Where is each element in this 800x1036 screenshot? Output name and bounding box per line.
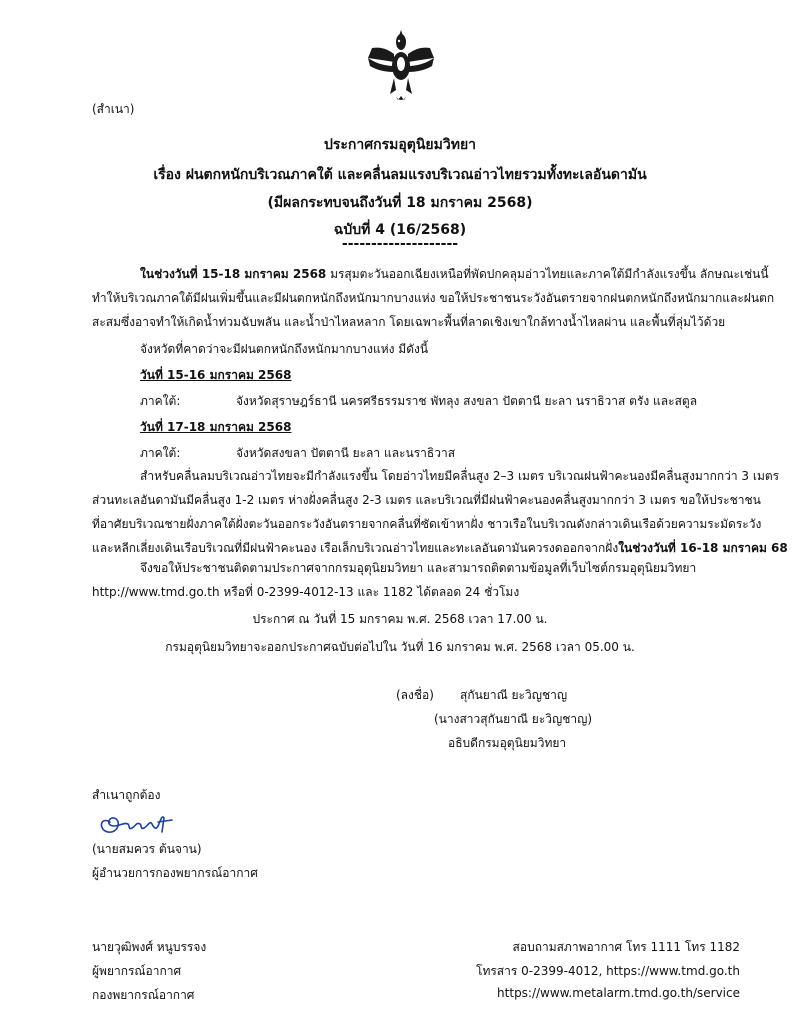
- intro-line1: มรสุมตะวันออกเฉียงเหนือที่พัดปกคลุมอ่าวไทยและภาคใต้มีกำลังแรงขึ้น ลักษณะเช่นนี้: [326, 267, 769, 281]
- forecaster-name: นายวุฒิพงศ์ หนูบรรจง: [92, 940, 207, 954]
- waves-line1: สำหรับคลื่นลมบริเวณอ่าวไทยจะมีกำลังแรงขึ้น โดยอ่าวไทยมีคลื่นสูง 2–3 เมตร บริเวณฝนฟ้าคะนองมีคลื่นสูงมากกว่า 3 เมตร: [140, 469, 780, 483]
- handwritten-signature: [96, 808, 176, 838]
- intro-lead: ในช่วงวันที่ 15-18 มกราคม 2568: [140, 267, 327, 281]
- waves-line2: ส่วนทะเลอันดามันมีคลื่นสูง 1-2 เมตร ห่างฝั่งคลื่นสูง 2-3 เมตร และบริเวณที่มีฝนฟ้าคะนองคลื่นสูงมากกว่า 3 เมตร ขอให้ประชาชน: [92, 493, 761, 507]
- copy-label: (สำเนา): [92, 102, 135, 116]
- contact-service-link[interactable]: https://www.metalarm.tmd.go.th/service: [497, 986, 740, 1000]
- signed-label: (ลงชื่อ): [396, 688, 434, 702]
- certified-position: ผู้อำนวยการกองพยากรณ์อากาศ: [92, 866, 258, 880]
- issue-number: ฉบับที่ 4 (16/2568): [333, 222, 467, 238]
- signatory-position: อธิบดีกรมอุตุนิยมวิทยา: [448, 736, 567, 750]
- follow-line1: จึงขอให้ประชาชนติดตามประกาศจากกรมอุตุนิยมวิทยา และสามารถติดตามข้อมูลที่เว็บไซต์กรมอุตุนิยมวิทยา: [140, 561, 697, 575]
- period-1-region: ภาคใต้:: [140, 394, 181, 408]
- waves-paragraph: [92, 464, 788, 560]
- certified-label: สำเนาถูกต้อง: [92, 788, 161, 802]
- contact-phone: สอบถามสภาพอากาศ โทร 1111 โทร 1182: [512, 940, 740, 954]
- signatory-name: สุกันยาณี ยะวิญชาญ: [460, 688, 568, 702]
- period-2-date: วันที่ 17-18 มกราคม 2568: [140, 420, 292, 434]
- title-divider: --------------------: [341, 236, 459, 252]
- provinces-intro: จังหวัดที่คาดว่าจะมีฝนตกหนักถึงหนักมากบางแห่ง มีดังนี้: [140, 342, 429, 356]
- announcement-title: ประกาศกรมอุตุนิยมวิทยา: [323, 137, 477, 153]
- garuda-emblem: [364, 28, 438, 108]
- next-announcement: กรมอุตุนิยมวิทยาจะออกประกาศฉบับต่อไปใน วันที่ 16 มกราคม พ.ศ. 2568 เวลา 05.00 น.: [165, 640, 635, 654]
- signatory-full-name: (นางสาวสุกันยาณี ยะวิญชาญ): [434, 712, 593, 726]
- follow-paragraph: [92, 556, 722, 604]
- period-1-provinces: จังหวัดสุราษฎร์ธานี นครศรีธรรมราช พัทลุง สงขลา ปัตตานี ยะลา นราธิวาส ตรัง และสตูล: [236, 394, 698, 408]
- period-2-provinces: จังหวัดสงขลา ปัตตานี ยะลา และนราธิวาส: [236, 446, 456, 460]
- certified-name: (นายสมควร ต้นจาน): [92, 842, 202, 856]
- announcement-subject: เรื่อง ฝนตกหนักบริเวณภาคใต้ และคลื่นลมแรงบริเวณอ่าวไทยรวมทั้งทะเลอันดามัน: [153, 167, 647, 183]
- waves-line4: และหลีกเลี่ยงเดินเรือบริเวณที่มีฝนฟ้าคะนอง เรือเล็กบริเวณอ่าวไทยและทะเลอันดามันควรงดออกจากฝั่ง: [92, 541, 619, 555]
- period-1-date: วันที่ 15-16 มกราคม 2568: [140, 368, 292, 382]
- follow-line2: http://www.tmd.go.th หรือที่ 0-2399-4012-13 และ 1182 ได้ตลอด 24 ชั่วโมง: [92, 585, 520, 599]
- waves-period: ในช่วงวันที่ 16-18 มกราคม 68: [618, 541, 788, 555]
- intro-line2: ทำให้บริเวณภาคใต้มีฝนเพิ่มขึ้นและมีฝนตกหนักถึงหนักมากบางแห่ง ขอให้ประชาชนระวังอันตรายจากฝนตกหนักถึงหนักมากและฝนตก: [92, 291, 775, 305]
- waves-line3: ที่อาศัยบริเวณชายฝั่งภาคใต้ฝั่งตะวันออกระวังอันตรายจากคลื่นที่ซัดเข้าหาฝั่ง ชาวเรือในบริเวณดังกล่าวเดินเรือด้วยความระมัดระวัง: [92, 517, 762, 531]
- forecaster-role: ผู้พยากรณ์อากาศ: [92, 964, 182, 978]
- intro-line3: สะสมซึ่งอาจทำให้เกิดน้ำท่วมฉับพลัน และน้ำป่าไหลหลาก โดยเฉพาะพื้นที่ลาดเชิงเขาใกล้ทางน้ำไหลผ่าน และพื้นที่ลุ่มไว้ด้วย: [92, 315, 726, 329]
- period-2-region: ภาคใต้:: [140, 446, 181, 460]
- forecaster-division: กองพยากรณ์อากาศ: [92, 988, 195, 1002]
- intro-paragraph: [92, 262, 775, 334]
- announce-date: ประกาศ ณ วันที่ 15 มกราคม พ.ศ. 2568 เวลา 17.00 น.: [252, 612, 548, 626]
- effective-until: (มีผลกระทบจนถึงวันที่ 18 มกราคม 2568): [267, 195, 533, 211]
- contact-fax: โทรสาร 0-2399-4012, https://www.tmd.go.th: [476, 964, 740, 978]
